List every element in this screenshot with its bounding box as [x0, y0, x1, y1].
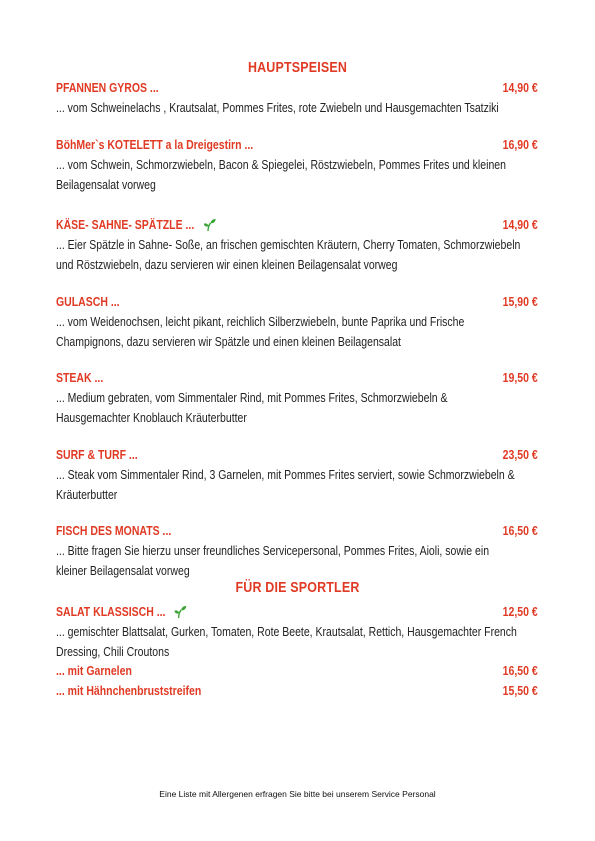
- dish-price: 14,90 €: [502, 218, 538, 232]
- section-title-hauptspeisen: HAUPTSPEISEN: [247, 60, 348, 76]
- salad-extra-haehnchen: [56, 684, 538, 704]
- dish-name: FISCH DES MONATS ...: [56, 524, 172, 538]
- dish-name: PFANNEN GYROS ...: [56, 81, 159, 95]
- extra-price: 16,50 €: [502, 664, 538, 678]
- dish-price: 12,50 €: [502, 605, 538, 619]
- dish-description-line: ... gemischter Blattsalat, Gurken, Tomaten, Rote Beete, Krautsalat, Rettich, Hausgemachter French: [56, 625, 517, 639]
- menu-item-steak: [56, 371, 538, 428]
- dish-description-line: kleiner Beilagensalat vorweg: [56, 564, 190, 578]
- dish-price: 14,90 €: [502, 81, 538, 95]
- dish-description-line: ... Bitte fragen Sie hierzu unser freundliches Servicepersonal, Pommes Frites, Aioli, sowie ein: [56, 544, 490, 558]
- dish-price: 23,50 €: [502, 448, 538, 462]
- dish-name: GULASCH ...: [56, 295, 120, 309]
- menu-item-pfannen-gyros: [56, 81, 538, 118]
- dish-description-line: ... Steak vom Simmentaler Rind, 3 Garnelen, mit Pommes Frites serviert, sowie Schmorzwiebeln &: [56, 468, 515, 482]
- dish-name: STEAK ...: [56, 371, 104, 385]
- extra-name: ... mit Hähnchenbruststreifen: [56, 684, 202, 698]
- sprout-icon: [203, 218, 216, 232]
- dish-price: 16,50 €: [502, 524, 538, 538]
- dish-description-line: und Röstzwiebeln, dazu servieren wir einen kleinen Beilagensalat vorweg: [56, 258, 398, 272]
- menu-item-fisch-des-monats: [56, 524, 538, 581]
- dish-description-line: ... Medium gebraten, vom Simmentaler Rind, mit Pommes Frites, Schmorzwiebeln &: [56, 391, 448, 405]
- menu-item-salat-klassisch: [56, 605, 538, 704]
- dish-name: SALAT KLASSISCH ...: [56, 605, 187, 619]
- menu-item-kotelett: [56, 138, 538, 195]
- menu-item-surf-turf: [56, 448, 538, 505]
- dish-description-line: ... vom Schwein, Schmorzwiebeln, Bacon & Spiegelei, Röstzwiebeln, Pommes Frites und kleinen: [56, 158, 506, 172]
- dish-price: 16,90 €: [502, 138, 538, 152]
- extra-price: 15,50 €: [502, 684, 538, 698]
- dish-price: 15,90 €: [502, 295, 538, 309]
- dish-name: BöhMer`s KOTELETT a la Dreigestirn ...: [56, 138, 254, 152]
- dish-description-line: Champignons, dazu servieren wir Spätzle und einen kleinen Beilagensalat: [56, 335, 401, 349]
- menu-item-kaese-sahne-spaetzle: [56, 218, 538, 275]
- dish-description-line: ... Eier Spätzle in Sahne- Soße, an frischen gemischten Kräutern, Cherry Tomaten, Schmorzwiebeln: [56, 238, 521, 252]
- dish-description-line: Hausgemachter Knoblauch Kräuterbutter: [56, 411, 247, 425]
- dish-description-line: ... vom Weidenochsen, leicht pikant, reichlich Silberzwiebeln, bunte Paprika und Frische: [56, 315, 465, 329]
- menu-item-gulasch: [56, 295, 538, 352]
- dish-description-line: Dressing, Chili Croutons: [56, 645, 170, 659]
- sprout-icon: [174, 605, 187, 619]
- dish-description-line: ... vom Schweinelachs , Krautsalat, Pommes Frites, rote Zwiebeln und Hausgemachten Tsatziki: [56, 101, 499, 115]
- dish-name: KÄSE- SAHNE- SPÄTZLE ...: [56, 218, 216, 232]
- dish-name: SURF & TURF ...: [56, 448, 138, 462]
- dish-price: 19,50 €: [502, 371, 538, 385]
- section-title-sportler: FÜR DIE SPORTLER: [235, 580, 360, 596]
- dish-description-line: Beilagensalat vorweg: [56, 178, 156, 192]
- allergen-notice: Eine Liste mit Allergenen erfragen Sie bitte bei unserem Service Personal: [159, 789, 436, 799]
- dish-description-line: Kräuterbutter: [56, 488, 118, 502]
- extra-name: ... mit Garnelen: [56, 664, 132, 678]
- salad-extra-garnelen: [56, 664, 538, 684]
